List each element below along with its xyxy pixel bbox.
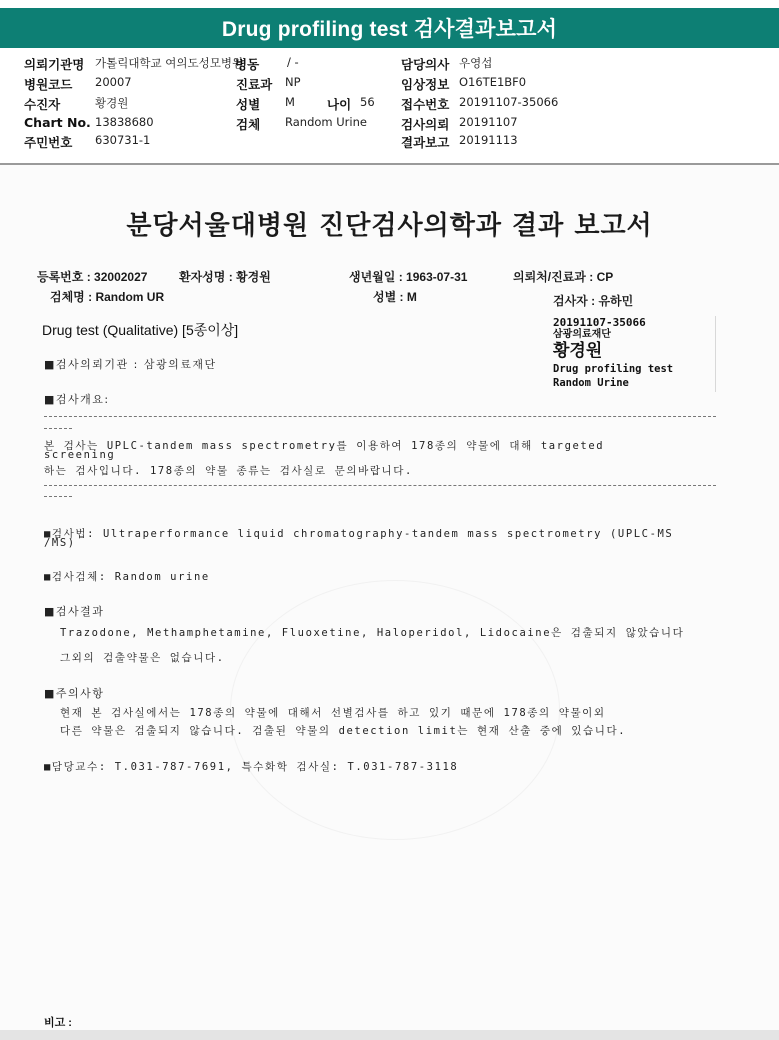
- institution-label: 의뢰기관명: [24, 57, 85, 72]
- sticker-specimen: Random Urine: [553, 377, 629, 389]
- age-label: 나이: [327, 97, 352, 112]
- age-value: 56: [360, 95, 375, 109]
- requester: [513, 268, 613, 285]
- specimen-line: ■검사검체: Random urine: [44, 571, 210, 583]
- patient-name: [179, 268, 271, 285]
- id-label: 주민번호: [24, 135, 73, 150]
- sticker-lab: 삼광의료재단: [553, 329, 611, 340]
- dob-label: 생년월일 :: [349, 270, 403, 284]
- bottom-band: [0, 1030, 779, 1040]
- report-title: Drug profiling test 검사결과보고서: [221, 18, 558, 41]
- requester-label: 의뢰처/진료과 :: [513, 270, 594, 284]
- sticker-edge: [715, 316, 716, 392]
- report-title-bar: [0, 8, 779, 48]
- overview-line-1b: screening: [44, 449, 116, 461]
- overview-rule-top-tail: [44, 428, 72, 429]
- requester-value: CP: [596, 270, 614, 284]
- receipt-value: 20191107-35066: [459, 95, 559, 109]
- sex-value: M: [285, 95, 295, 109]
- reg-no-value: 32002027: [94, 270, 148, 284]
- overview-line-1: 본 검사는 UPLC-tandem mass spectrometry를 이용하여 178종의 약물에 대해 targeted: [44, 440, 605, 452]
- reg-no: [37, 268, 147, 285]
- request-label: 검사의뢰: [401, 117, 450, 132]
- report-date-label: 결과보고: [401, 135, 450, 150]
- clinical-label: 임상정보: [401, 77, 450, 92]
- doctor-value: 우영섭: [459, 56, 493, 70]
- sticker-test: Drug profiling test: [553, 363, 674, 375]
- specimen-value: Random Urine: [285, 115, 367, 129]
- specimen-label-sticker: [553, 316, 718, 392]
- report-header: [0, 55, 779, 155]
- caution-heading: ■주의사항: [44, 687, 105, 700]
- ward-label: 병동: [235, 57, 260, 72]
- caution-line-2: 다른 약물은 검출되지 않습니다. 검출된 약물의 detection limit는 현재 산출 중에 있습니다.: [60, 725, 627, 737]
- header-row-2: [0, 75, 779, 92]
- header-row-4: [0, 115, 779, 132]
- examiner-label: 검사자 :: [553, 294, 596, 308]
- remark-label: 비고 :: [44, 1017, 72, 1029]
- result-line-1: Trazodone, Methamphetamine, Fluoxetine, Haloperidol, Lidocaine은 검출되지 않았습니다: [60, 627, 685, 639]
- hospital-code-label: 병원코드: [24, 77, 73, 92]
- header-row-3: [0, 95, 779, 112]
- patient-label: 수진자: [24, 97, 61, 112]
- contact-line: ■담당교수: T.031-787-7691, 특수화학 검사실: T.031-787-3118: [44, 761, 459, 773]
- doc-specimen: [50, 288, 164, 305]
- dob: [349, 268, 467, 285]
- overview-line-2: 하는 검사입니다. 178종의 약물 종류는 검사실로 문의바랍니다.: [44, 465, 413, 477]
- method-line-2: /MS): [44, 537, 76, 549]
- result-heading: ■검사결과: [44, 605, 105, 618]
- reg-no-label: 등록번호 :: [37, 270, 91, 284]
- document-title: 분당서울대병원 진단검사의학과 결과 보고서: [126, 211, 653, 241]
- dept-value: NP: [285, 75, 301, 89]
- overview-rule-bottom-tail: [44, 496, 72, 497]
- doc-specimen-value: Random UR: [95, 290, 165, 304]
- hospital-code-value: 20007: [95, 75, 132, 89]
- ward-value: / -: [287, 55, 299, 69]
- patient-name-label: 환자성명 :: [179, 270, 233, 284]
- header-row-5: [0, 133, 779, 150]
- sticker-receipt: 20191107-35066: [553, 316, 646, 329]
- patient-value: 황경원: [95, 96, 129, 110]
- method-line-1: ■검사법: Ultraperformance liquid chromatography-tandem mass spectrometry (UPLC-MS: [44, 528, 674, 540]
- id-value: 630731-1: [95, 133, 151, 147]
- chart-label: Chart No.: [24, 115, 91, 130]
- doc-sex-label: 성별 :: [373, 290, 404, 304]
- doc-specimen-label: 검체명 :: [50, 290, 93, 304]
- examiner-value: 유하민: [598, 294, 634, 308]
- examiner: [553, 292, 633, 309]
- result-line-2: 그외의 검출약물은 없습니다.: [60, 652, 225, 664]
- clinical-value: O16TE1BF0: [459, 75, 527, 89]
- sex-label: 성별: [236, 97, 261, 112]
- doc-sex: [373, 288, 417, 305]
- dept-label: 진료과: [236, 77, 273, 92]
- dob-value: 1963-07-31: [406, 270, 468, 284]
- specimen-label: 검체: [236, 117, 261, 132]
- sticker-patient: 황경원: [553, 341, 603, 361]
- ordering-lab: ■검사의뢰기관 : 삼광의료재단: [44, 358, 217, 371]
- request-value: 20191107: [459, 115, 518, 129]
- overview-rule-top: [44, 416, 716, 417]
- receipt-label: 접수번호: [401, 97, 450, 112]
- header-row-1: [0, 55, 779, 72]
- overview-rule-bottom: [44, 485, 716, 486]
- doctor-label: 담당의사: [401, 57, 450, 72]
- test-title: Drug test (Qualitative) [5종이상]: [42, 322, 239, 338]
- chart-value: 13838680: [95, 115, 154, 129]
- caution-line-1: 현재 본 검사실에서는 178종의 약물에 대해서 선별검사를 하고 있기 때문에 178종의 약물이외: [60, 707, 606, 719]
- report-date-value: 20191113: [459, 133, 518, 147]
- patient-name-value: 황경원: [236, 270, 271, 284]
- overview-heading: ■검사개요:: [44, 393, 110, 406]
- institution-value: 가톨릭대학교 여의도성모병원: [95, 56, 244, 70]
- doc-sex-value: M: [406, 290, 417, 304]
